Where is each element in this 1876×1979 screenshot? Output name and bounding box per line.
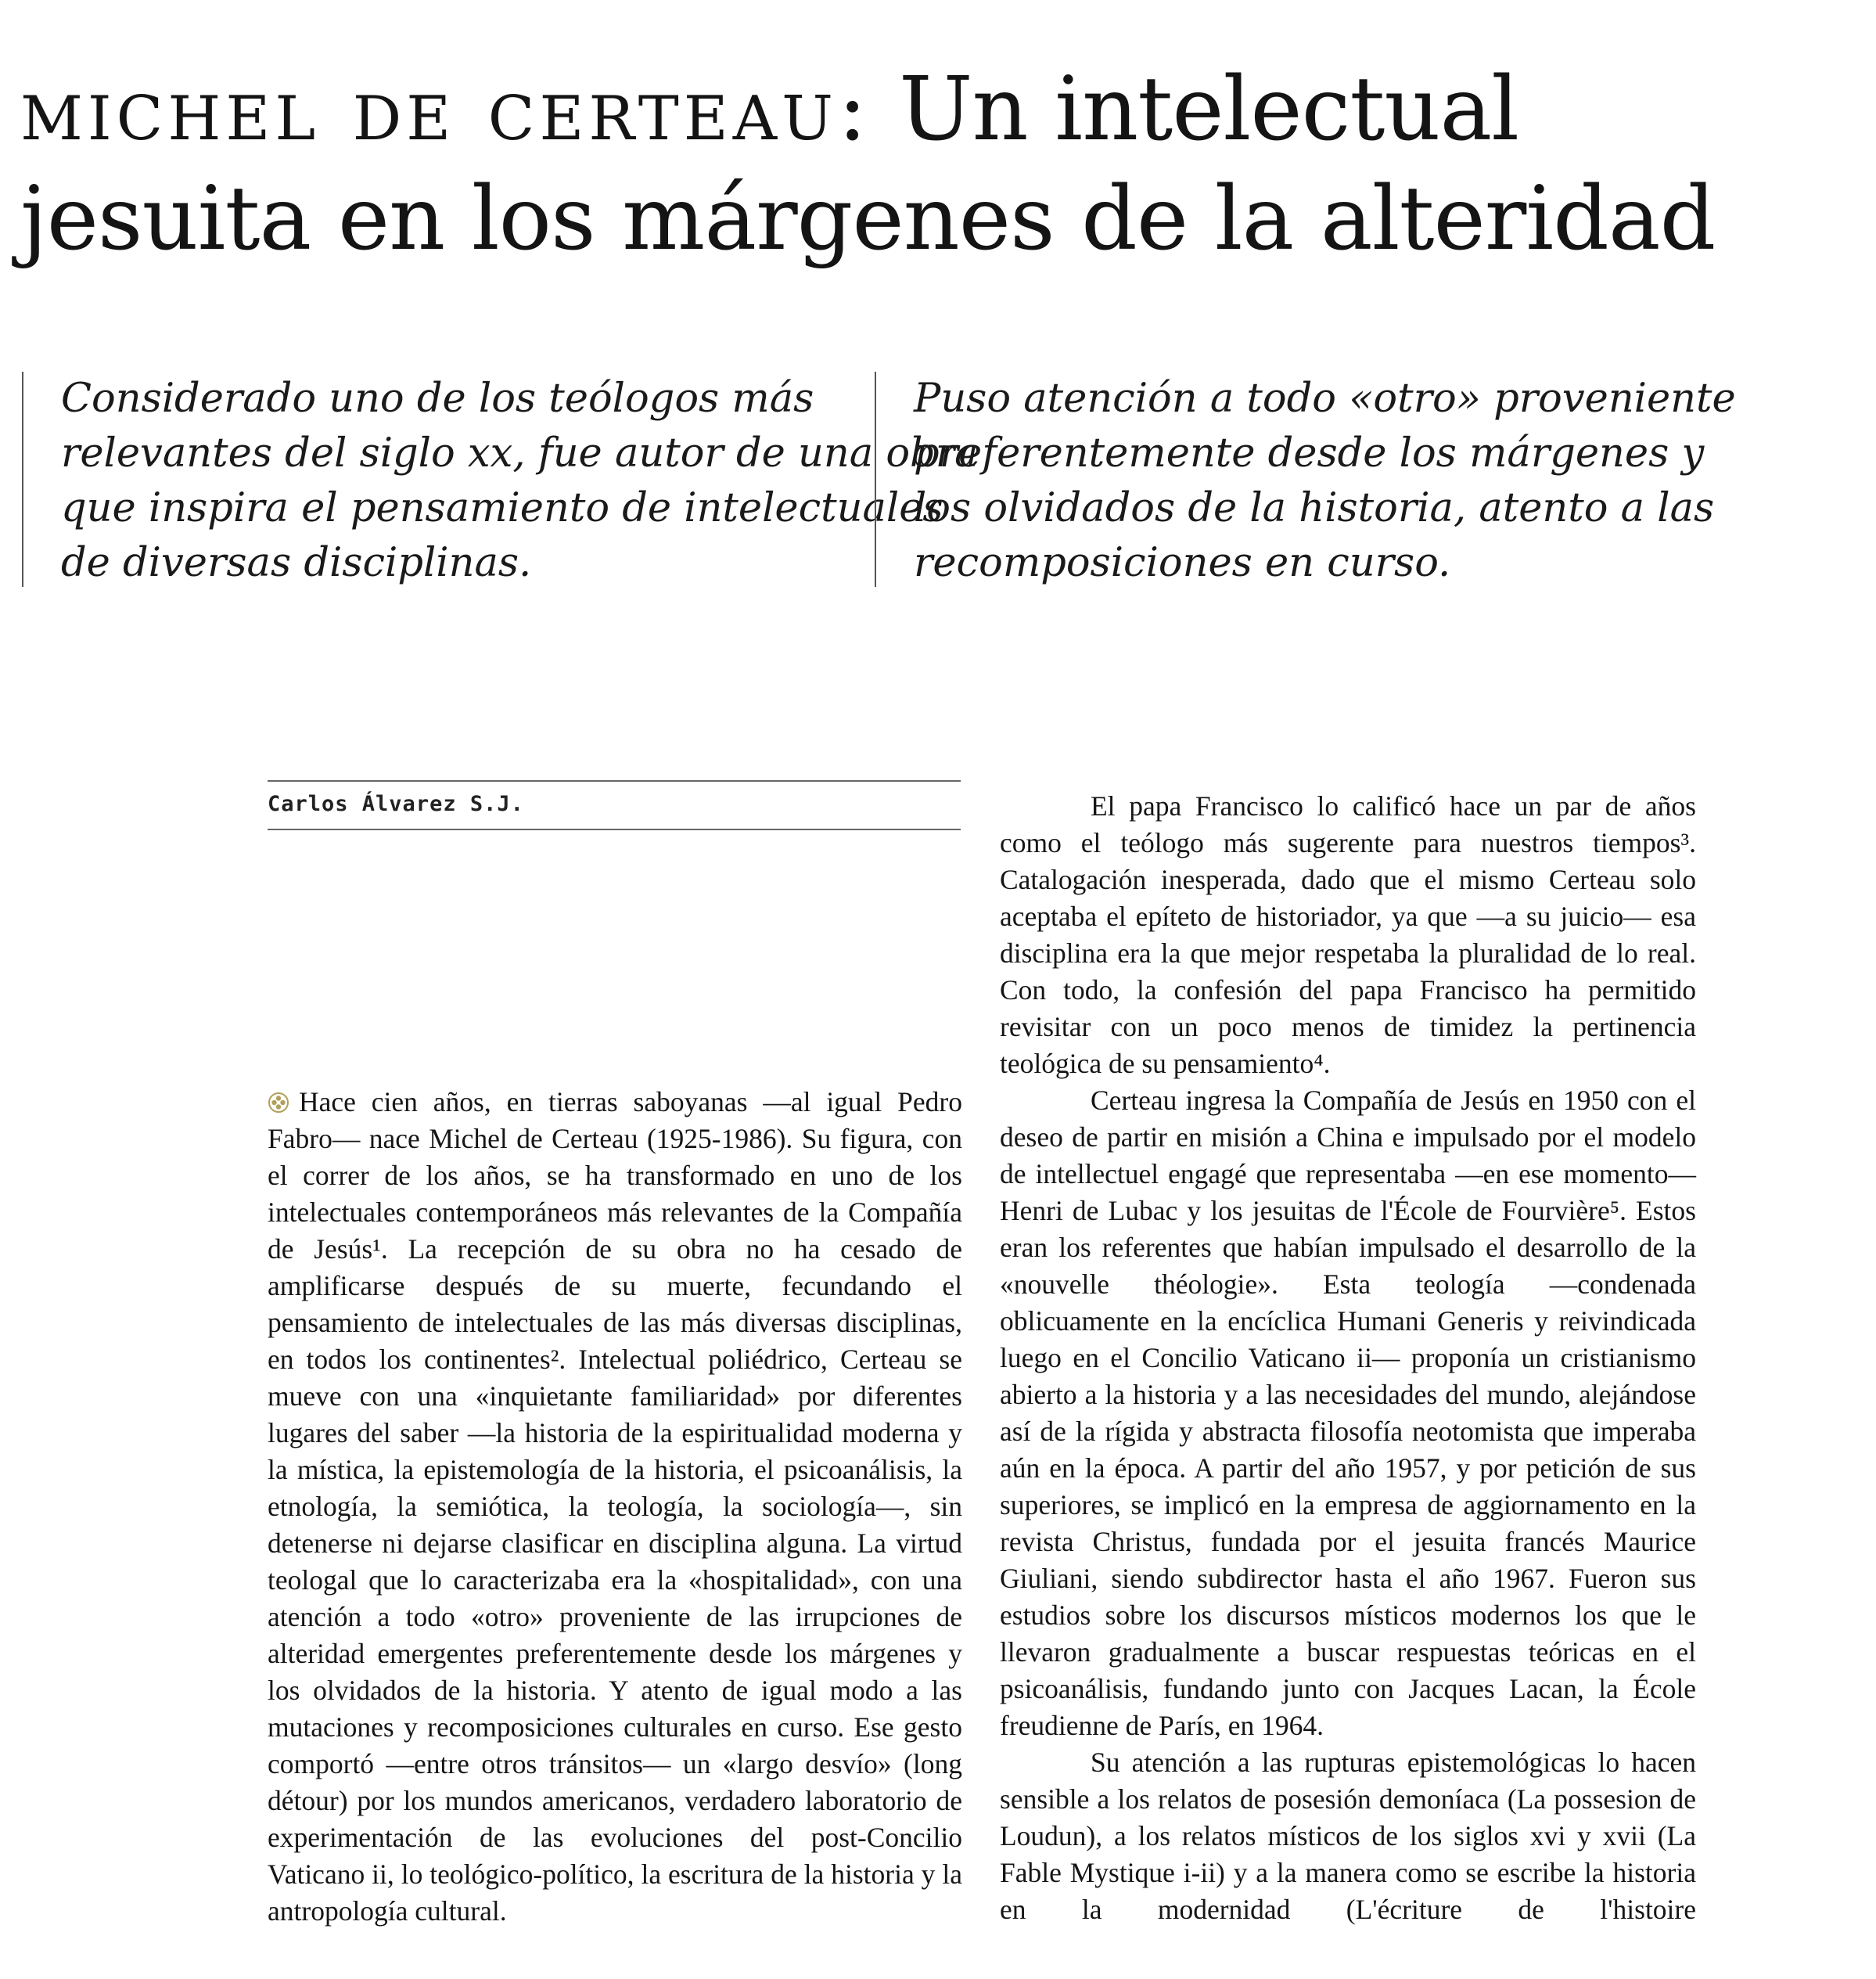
body-paragraph: Su atención a las rupturas epistemológicas lo hacen sensible a los relatos de posesión demoníaca (La possesion de Loudun), a los relatos místicos de los siglos xvi y xvii (La Fable Mystique i-ii) y a la manera como se escribe la historia en la modernidad (L'écriture de l'histoire bbox=[1000, 1747, 1696, 1925]
lead-line: de diversas disciplinas. bbox=[61, 540, 532, 586]
body-paragraph: El papa Francisco lo calificó hace un par de años como el teólogo más sugerente para nuestros tiempos³. Catalogación inesperada, dado que el mismo Certeau solo aceptaba el epíteto de historiador, ya que —a su juicio— esa disciplina era la que mejor respetaba la pluralidad de lo real. Con todo, la confesión del papa Francisco ha permitido revisitar con un poco menos de timidez la pertinencia teológica de su pensamiento⁴. bbox=[1000, 790, 1696, 1079]
article-title bbox=[20, 55, 1820, 274]
body-paragraph: Certeau ingresa la Compañía de Jesús en 1950 con el deseo de partir en misión a China e impulsado por el modelo de intellectuel engagé que representaba —en ese momento— Henri de Lubac y los jesuitas de l'École de Fourvière⁵. Estos eran los referentes que habían impulsado el desarrollo de la «nouvelle théologie». Esta teología —condenada oblicuamente en la encíclica Humani Generis y reivindicada luego en el Concilio Vaticano ii— proponía un cristianismo abierto a la historia y a las necesidades del mundo, alejándose así de la rígida y abstracta filosofía neotomista que imperaba aún en la época. A partir del año 1957, y por petición de sus superiores, se implicó en la empresa de aggiornamento en la revista Christus, fundada por el jesuita francés Maurice Giuliani, siendo subdirector hasta el año 1967. Fueron sus estudios sobre los discursos místicos modernos los que le llevaron gradualmente a buscar respuestas teóricas en el psicoanálisis, fundando junto con Jacques Lacan, la École freudienne de París, en 1964. bbox=[1000, 1085, 1696, 1741]
title-smallcaps: michel de certeau: bbox=[20, 59, 872, 160]
title-line1-rest: Un intelectual bbox=[872, 59, 1519, 160]
lead-line: Considerado uno de los teólogos más bbox=[61, 376, 814, 422]
flower-ornament-icon bbox=[268, 1092, 289, 1114]
lead-line: que inspira el pensamiento de intelectuales bbox=[61, 485, 943, 531]
paragraph-text: Hace cien años, en tierras saboyanas —al igual Pedro Fabro— nace Michel de Certeau (1925-1986). Su figura, con el correr de los años, se ha transformado en uno de los intelectuales contemporáneos más relevantes de la Compañía de Jesús¹. La recepción de su obra no ha cesado de amplificarse después de su muerte, fecundando el pensamiento de intelectuales de las más diversas disciplinas, en todos los continentes². Intelectual poliédrico, Certeau se mueve con una «inquietante familiaridad» por diferentes lugares del saber —la historia de la espiritualidad moderna y la mística, la epistemología de la historia, el psicoanálisis, la etnología, la semiótica, la teología, la sociología—, sin detenerse ni dejarse clasificar en disciplina alguna. La virtud teologal que lo caracterizaba era la «hospitalidad», con una atención a todo «otro» proveniente de las irrupciones de alteridad emergentes preferentemente desde los márgenes y los olvidados de la historia. Y atento de igual modo a las mutaciones y recomposiciones culturales en curso. Ese gesto comportó —entre otros tránsitos— un «largo desvío» (long détour) por los mundos americanos, verdadero laboratorio de experimentación de las evoluciones del post-Concilio Vaticano ii, lo teológico-político, la escritura de la historia y la antropología cultural. bbox=[268, 1086, 962, 1927]
lead-quote-right bbox=[875, 372, 1735, 587]
title-line2: jesuita en los márgenes de la alteridad bbox=[20, 168, 1716, 270]
body-paragraph bbox=[268, 1084, 962, 1930]
lead-line: los olvidados de la historia, atento a las bbox=[914, 485, 1715, 531]
body-column-right bbox=[1000, 788, 1696, 1928]
body-column-left bbox=[268, 1084, 962, 1930]
lead-quote-left bbox=[22, 372, 979, 587]
lead-line: relevantes del siglo xx, fue autor de una obra bbox=[61, 430, 979, 477]
lead-line: preferentemente desde los márgenes y bbox=[914, 430, 1705, 477]
lead-line: Puso atención a todo «otro» proveniente bbox=[914, 376, 1736, 422]
lead-line: recomposiciones en curso. bbox=[914, 540, 1451, 586]
byline-box bbox=[268, 780, 961, 830]
author-byline: Carlos Álvarez S.J. bbox=[268, 792, 524, 816]
